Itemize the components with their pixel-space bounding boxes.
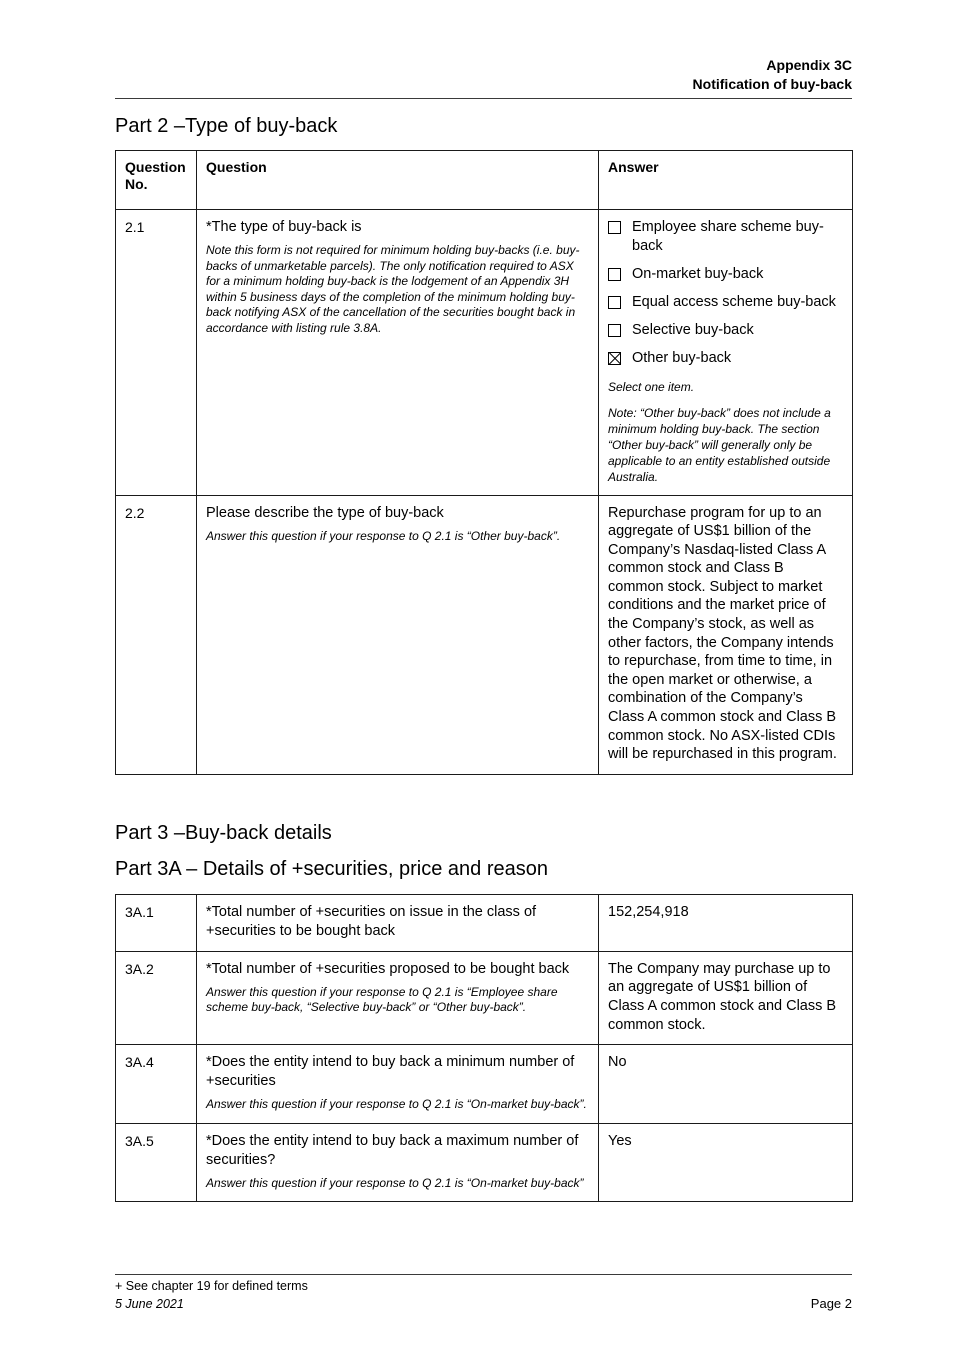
checkbox-unchecked-icon[interactable] — [608, 221, 621, 234]
checkbox-checked-icon[interactable] — [608, 352, 621, 365]
header-appendix-title: Appendix 3C — [766, 57, 852, 73]
option-employee-share-scheme — [608, 218, 843, 256]
table-row — [116, 1045, 853, 1124]
question-note: Answer this question if your response to Q 2.1 is “On-market buy-back” — [206, 1175, 584, 1190]
answer-cell — [599, 210, 853, 496]
part3a-heading: Part 3A – Details of +securities, price and reason — [115, 857, 549, 880]
question-note: Answer this question if your response to Q 2.1 is “On-market buy-back”. — [206, 1097, 587, 1112]
header-document-subtitle: Notification of buy-back — [692, 76, 852, 92]
table-row — [116, 1123, 853, 1202]
part3-heading: Part 3 –Buy-back details — [115, 821, 332, 844]
answer-text: The Company may purchase up to an aggregate of US$1 billion of Class A common stock and Class B common stock. — [608, 960, 837, 1033]
question-cell — [197, 495, 599, 774]
question-no-cell: 3A.1 — [116, 894, 197, 951]
option-other — [608, 349, 843, 368]
question-title: *The type of buy-back is — [206, 219, 362, 235]
answer-text: Repurchase program for up to an aggregate of US$1 billion of the Company’s Nasdaq-listed Class A common stock and Class B common stock. Subject to market conditions and the market price of the Company’s stock, as well as other factors, the Company intends to repurchase, from time to time, in the open market or otherwise, a combination of the Company’s Class A common stock and Class B common stock. No ASX-listed CDIs will be repurchased in this program. — [608, 504, 837, 763]
option-label: On-market buy-back — [632, 266, 764, 282]
question-no-cell: 3A.2 — [116, 951, 197, 1044]
question-title: *Does the entity intend to buy back a maximum number of securities? — [206, 1132, 579, 1168]
answer-cell — [599, 951, 853, 1044]
checkbox-unchecked-icon[interactable] — [608, 268, 621, 281]
question-cell — [197, 951, 599, 1044]
answer-cell — [599, 1045, 853, 1124]
question-no-cell: 3A.4 — [116, 1045, 197, 1124]
option-label: Other buy-back — [632, 350, 732, 366]
question-title: Please describe the type of buy-back — [206, 504, 444, 521]
question-no-cell: 2.2 — [116, 495, 197, 774]
answer-cell — [599, 1123, 853, 1202]
answer-text: Yes — [608, 1132, 632, 1149]
answer-text: 152,254,918 — [608, 903, 689, 920]
table-row — [116, 210, 853, 496]
question-cell — [197, 210, 599, 496]
question-title: *Does the entity intend to buy back a minimum number of +securities — [206, 1054, 575, 1090]
col-header-question: Question — [197, 151, 599, 210]
question-note: Answer this question if your response to Q 2.1 is “Employee share scheme buy-back, “Selective buy-back” or “Other buy-back”. — [206, 984, 558, 1015]
answer-text: No — [608, 1054, 627, 1071]
question-title: *Total number of +securities proposed to be bought back — [206, 960, 570, 977]
col-header-question-no: Question No. — [116, 151, 197, 210]
question-note: Note this form is not required for minimum holding buy-backs (i.e. buy-backs of unmarketable parcels). The only notification required to ASX for a minimum holding buy-back is the lodgement of an Appendix 3H within 5 business days of the completion of the minimum holding buy-back notifying ASX of the cancellation of the securities bought back in accordance with listing rule 3.8A. — [206, 243, 580, 335]
question-note: Answer this question if your response to Q 2.1 is “Other buy-back”. — [206, 528, 561, 543]
question-no-cell: 2.1 — [116, 210, 197, 496]
checkbox-unchecked-icon[interactable] — [608, 324, 621, 337]
col-header-answer: Answer — [599, 151, 853, 210]
option-equal-access-scheme — [608, 293, 843, 312]
defined-terms-note: + See chapter 19 for defined terms — [115, 1279, 308, 1293]
question-no-cell: 3A.5 — [116, 1123, 197, 1202]
part3a-table — [115, 894, 853, 1202]
page-footer — [115, 1274, 852, 1313]
question-cell — [197, 1123, 599, 1202]
option-label: Employee share scheme buy-back — [632, 219, 824, 254]
part2-heading: Part 2 –Type of buy-back — [115, 115, 338, 137]
table-row — [116, 495, 853, 774]
footer-date: 5 June 2021 — [115, 1297, 184, 1311]
option-selective — [608, 321, 843, 340]
answer-cell — [599, 894, 853, 951]
other-buyback-note: Note: “Other buy-back” does not include a minimum holding buy-back. The section “Other buy-back” will generally only be applicable to an entity established outside Australia. — [608, 405, 831, 484]
part2-table — [115, 150, 853, 775]
select-one-note: Select one item. — [608, 380, 695, 394]
question-cell — [197, 894, 599, 951]
table-header-row — [116, 151, 853, 210]
question-cell — [197, 1045, 599, 1124]
table-row — [116, 894, 853, 951]
question-title: *Total number of +securities on issue in the class of +securities to be bought back — [206, 903, 537, 939]
page-number: Page 2 — [810, 1296, 852, 1311]
checkbox-unchecked-icon[interactable] — [608, 296, 621, 309]
option-on-market — [608, 265, 843, 284]
page-header — [115, 56, 852, 99]
table-row — [116, 951, 853, 1044]
option-label: Equal access scheme buy-back — [632, 294, 836, 310]
answer-cell — [599, 495, 853, 774]
option-label: Selective buy-back — [632, 322, 754, 338]
